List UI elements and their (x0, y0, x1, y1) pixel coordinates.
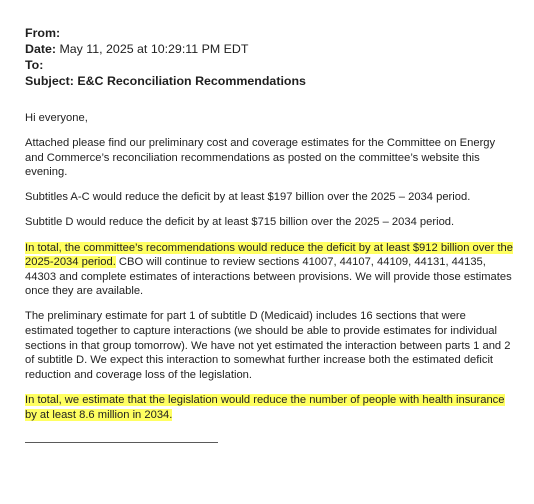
signature-divider (25, 442, 218, 443)
highlight-total-deficit: In total, the committee’s recommendations would reduce the deficit by at least $912 billion over the 2025-2034 period. (25, 241, 513, 269)
email-headers (25, 25, 515, 89)
greeting: Hi everyone, (25, 112, 88, 124)
paragraph-attachment-intro: Attached please find our preliminary cost and coverage estimates for the Committee on Energy and Commerce’s reconciliation recommendations as posted on the committee’s website this evening. (25, 137, 496, 179)
to-label: To: (25, 58, 44, 72)
total-deficit-followup: CBO will continue to review sections 41007, 44107, 44109, 44131, 44135, 44303 and complete estimates of interactions between provisions. We will provide those estimates once they are available. (25, 256, 512, 298)
email-body (25, 111, 515, 443)
date-label: Date: (25, 42, 56, 56)
paragraph-coverage-loss (25, 393, 515, 422)
subject-label: Subject: (25, 74, 74, 88)
from-row (25, 25, 515, 41)
paragraph-subtitle-d: Subtitle D would reduce the deficit by at least $715 billion over the 2025 – 2034 period. (25, 216, 455, 229)
date-row (25, 41, 515, 57)
subject-row (25, 73, 515, 89)
paragraph-subtitles-a-c: Subtitles A-C would reduce the deficit by at least $197 billion over the 2025 – 2034 period. (25, 191, 471, 204)
date-value: May 11, 2025 at 10:29:11 PM EDT (59, 42, 249, 56)
to-row (25, 57, 515, 73)
paragraph-total-deficit (25, 241, 515, 299)
email-message (25, 25, 515, 443)
highlight-coverage-loss: In total, we estimate that the legislation would reduce the number of people with health insurance by at least 8.6 million in 2034. (25, 393, 505, 421)
subject-value: E&C Reconciliation Recommendations (77, 74, 306, 88)
from-label: From: (25, 26, 61, 40)
paragraph-medicaid-estimate: The preliminary estimate for part 1 of subtitle D (Medicaid) includes 16 sections that were estimated together to capture interactions (we should be able to provide estimates for individual sections in that group tomorrow). We have not yet estimated the interaction between parts 1 and 2 of subtitle D. We expect this interaction to somewhat further increase both the estimated deficit reduction and coverage loss of the legislation. (25, 310, 511, 381)
